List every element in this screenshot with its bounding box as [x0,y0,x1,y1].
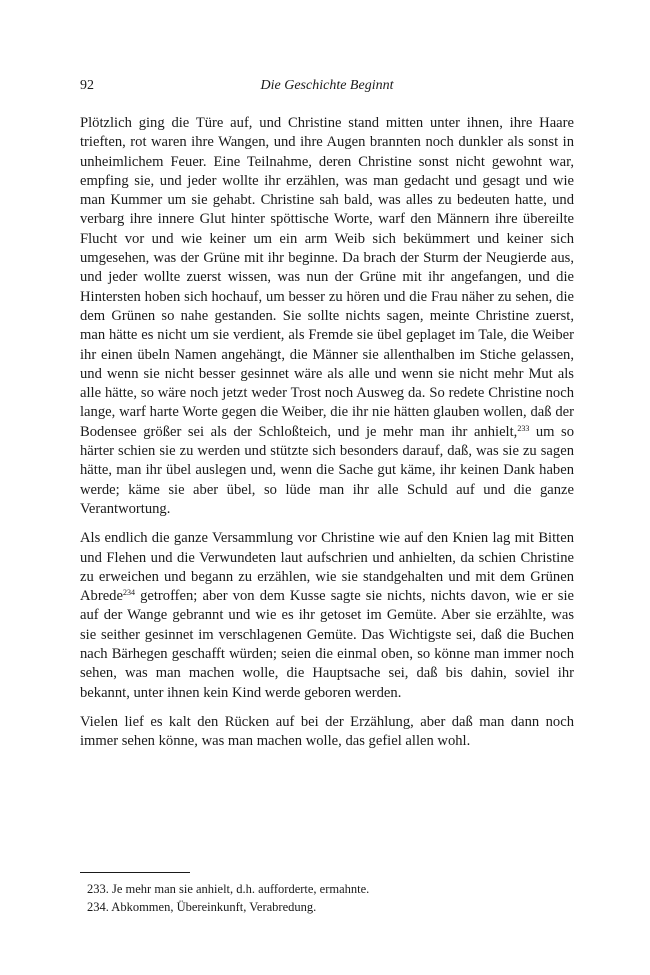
book-page [80,78,574,762]
page-number: 92 [80,78,94,93]
body-text [80,114,574,752]
paragraph-text: um so härter schien sie zu werden und stützte sich besonders darauf, daß, was sie zu sagen hätte, man ihr übel auslegen und, wenn die Sache gut käme, ihr keinen Dank haben werde; käme sie aber übel, so lüde man ihr alle Schuld auf und die ganze Verantwortung. [80,423,574,517]
footnote: 233. Je mehr man sie anhielt, d.h. aufforderte, ermahnte. [87,882,370,896]
footnote-marker: 233 [517,423,530,433]
paragraph [80,713,574,752]
footnote: 234. Abkommen, Übereinkunft, Verabredung. [87,900,317,914]
footnotes [87,880,567,916]
footnote-divider [80,872,190,873]
running-title: Die Geschichte Beginnt [260,78,394,93]
paragraph [80,529,574,703]
paragraph [80,114,574,519]
paragraph-text: Als endlich die ganze Versammlung vor Christine wie auf den Knien lag mit Bitten und Flehen und die Verwundeten laut aufschrien und anhielten, da schien Christine zu erweichen und begann zu erzählen, wie sie standgehalten und mit dem Grünen Abrede [80,530,574,605]
running-head [80,78,574,100]
paragraph-text: Vielen lief es kalt den Rücken auf bei der Erzählung, aber daß man dann noch immer sehen könne, was man machen wolle, das gefiel allen wohl. [80,713,574,750]
footnote-marker: 234 [122,588,135,598]
paragraph-text: getroffen; aber von dem Kusse sagte sie nichts, nichts davon, wie er sie auf der Wange gebrannt und wie es ihr getoset im Gemüte. Aber sie erzählte, was sie seither gesinnet im verschlagenen Gemüte. Das Wichtigste sei, daß die Buchen nach Bärhegen geschafft würden; seien die einmal oben, so könne man immer noch sehen, was man machen wolle, die Hauptsache sei, daß bis dahin, soviel ihr bekannt, unter ihnen kein Kind werde geboren werden. [80,588,574,701]
paragraph-text: Plötzlich ging die Türe auf, und Christine stand mitten unter ihnen, ihre Haare trieften, rot waren ihre Wangen, und ihre Augen brannten noch dunkler als sonst in unheimlichem Feuer. Eine Teilnahme, deren Christine sonst nicht gewohnt war, empfing sie, und jeder wollte ihr erzählen, was man gedacht und gesagt und wie man Kummer um sie gehabt. Christine sah bald, was alles zu bedeuten hatte, und verbarg ihre innere Glut hinter spöttische Worte, warf den Männern ihre übereilte Flucht vor und wie keiner um ein arm Weib sich bekümmert und keiner sich umgesehen, was der Grüne mit ihr beginne. Da brach der Sturm der Neugierde aus, und jeder wollte zuerst wissen, was nun der Grüne mit ihr angefangen, und die Hintersten hoben sich hochauf, um besser zu hören und die Frau näher zu sehen, die dem Grünen so nahe gestanden. Sie sollte nichts sagen, meinte Christine zuerst, man hätte es nicht um sie verdient, als Fremde sie übel geplaget im Tale, die Weiber ihr einen übeln Namen angehängt, die Männer sie allenthalben im Stiche gelassen, und wenn sie nicht besser gesinnet wäre als alle und wenn sie nicht mehr Mut als alle hätte, so wäre noch jetzt weder Trost noch Ausweg da. So redete Christine noch lange, warf harte Worte gegen die Weiber, die ihr nie hätten glauben wollen, daß der Bodensee größer sei als der Schloßteich, und je mehr man ihr anhielt, [80,115,574,440]
